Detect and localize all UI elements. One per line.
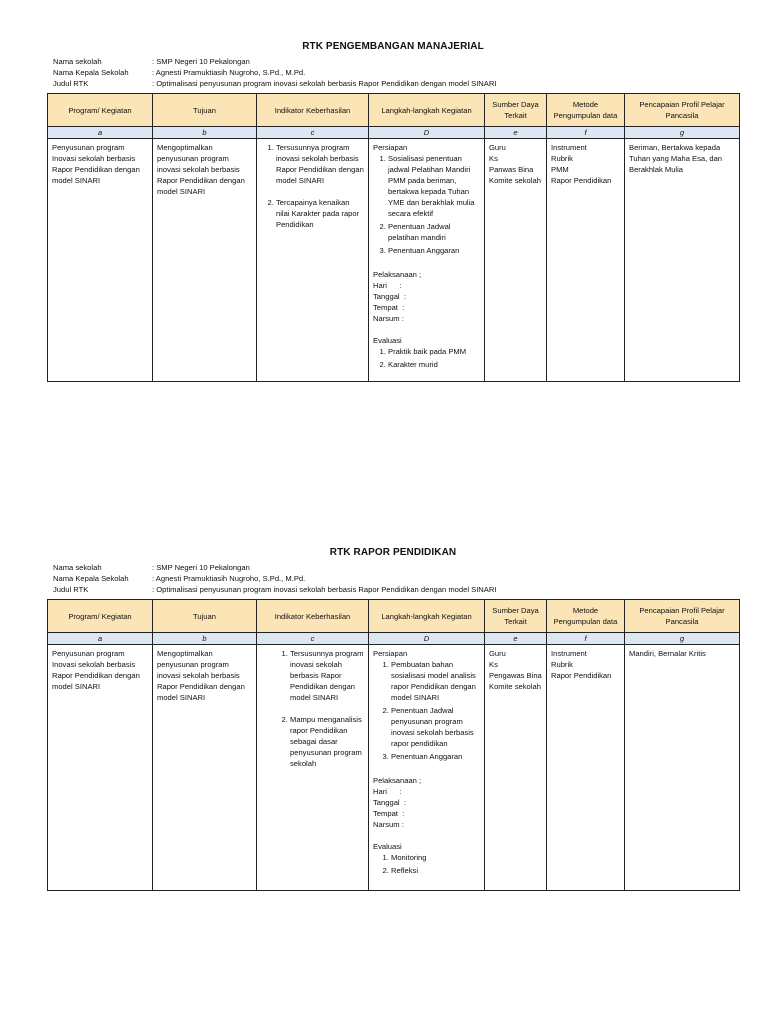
metode-cell xyxy=(547,645,625,891)
letter-cell: D xyxy=(369,127,485,139)
metode-cell xyxy=(547,139,625,382)
letter-cell: c xyxy=(257,127,369,139)
meta-label: Nama sekolah xyxy=(53,57,102,66)
header-cell: Tujuan xyxy=(153,600,257,633)
meta-value: : Agnesti Pramuktiasih Nugroho, S.Pd., M.Pd. xyxy=(152,574,306,583)
list-item: Pengawas Bina xyxy=(489,671,542,680)
table-row xyxy=(48,645,740,891)
tanggal-field: Tanggal : xyxy=(373,292,406,301)
header-cell: Program/ Kegiatan xyxy=(48,94,153,127)
rtk-table xyxy=(47,599,740,891)
list-item: Guru xyxy=(489,649,506,658)
meta-value: : Agnesti Pramuktiasih Nugroho, S.Pd., M.Pd. xyxy=(152,68,306,77)
header-cell: Langkah-langkah Kegiatan xyxy=(369,600,485,633)
meta-value: : Optimalisasi penyusunan program inovasi sekolah berbasis Rapor Pendidikan dengan model SINARI xyxy=(152,585,497,594)
letter-cell: b xyxy=(153,633,257,645)
list-item: 1. Pembuatan bahan sosialisasi model analisis rapor Pendidikan dengan model SINARI xyxy=(391,659,480,703)
header-cell: Pencapaian Profil Pelajar Pancasila xyxy=(625,600,740,633)
letter-cell: b xyxy=(153,127,257,139)
letter-cell: g xyxy=(625,127,740,139)
header-cell: Metode Pengumpulan data xyxy=(547,600,625,633)
section-title: RTK PENGEMBANGAN MANAJERIAL xyxy=(302,41,484,52)
header-cell: Indikator Keberhasilan xyxy=(257,94,369,127)
narsum-field: Narsum : xyxy=(373,314,404,323)
table-header-row xyxy=(48,94,740,127)
header-cell: Indikator Keberhasilan xyxy=(257,600,369,633)
profil-cell: Beriman, Bertakwa kepada Tuhan yang Maha Esa, dan Berakhlak Mulia xyxy=(625,139,740,382)
list-item: Rubrik xyxy=(551,660,573,669)
langkah-cell xyxy=(369,645,485,891)
list-item: 2. Karakter murid xyxy=(388,359,480,370)
list-item: Instrument xyxy=(551,649,587,658)
list-item: Ks xyxy=(489,154,498,163)
meta-value: : SMP Negeri 10 Pekalongan xyxy=(152,57,250,66)
list-item: Komite sekolah xyxy=(489,682,541,691)
list-item: 1. Praktik baik pada PMM xyxy=(388,346,480,357)
letter-cell: a xyxy=(48,127,153,139)
list-item: 1. Monitoring xyxy=(391,852,480,863)
letter-cell: f xyxy=(547,633,625,645)
program-cell: Penyusunan program Inovasi sekolah berbasis Rapor Pendidikan dengan model SINARI xyxy=(48,139,153,382)
meta-info xyxy=(47,56,739,89)
letter-cell: a xyxy=(48,633,153,645)
sumber-cell xyxy=(485,139,547,382)
meta-label: Judul RTK xyxy=(53,79,89,88)
letter-cell: D xyxy=(369,633,485,645)
list-item: 2. Tercapainya kenaikan nilai Karakter pada rapor Pendidikan xyxy=(276,197,364,230)
section-title: RTK RAPOR PENDIDIKAN xyxy=(329,547,457,558)
letter-cell: e xyxy=(485,633,547,645)
header-cell: Metode Pengumpulan data xyxy=(547,94,625,127)
list-item: Panwas Bina xyxy=(489,165,534,174)
rtk-section-manajerial xyxy=(47,41,739,382)
langkah-cell xyxy=(369,139,485,382)
header-cell: Program/ Kegiatan xyxy=(48,600,153,633)
rtk-table xyxy=(47,93,740,382)
pelaksanaan-label: Pelaksanaan ; xyxy=(373,776,422,785)
meta-label: Nama Kepala Sekolah xyxy=(53,574,129,583)
list-item: Ks xyxy=(489,660,498,669)
list-item: 2. Penentuan Jadwal penyusunan program inovasi sekolah berbasis rapor pendidikan xyxy=(391,705,480,749)
list-item: Rapor Pendidikan xyxy=(551,176,612,185)
list-item: Rubrik xyxy=(551,154,573,163)
tujuan-cell: Mengoptimalkan penyusunan program inovasi sekolah berbasis Rapor Pendidikan dengan model SINARI xyxy=(153,645,257,891)
narsum-field: Narsum : xyxy=(373,820,404,829)
persiapan-label: Persiapan xyxy=(373,649,408,658)
list-item: 1. Tersusunnya program inovasi sekolah berbasis Rapor Pendidikan dengan model SINARI xyxy=(290,648,364,703)
program-cell: Penyusunan program Inovasi sekolah berbasis Rapor Pendidikan dengan model SINARI xyxy=(48,645,153,891)
header-cell: Sumber Daya Terkait xyxy=(485,94,547,127)
list-item: 3. Penentuan Anggaran xyxy=(388,245,480,256)
table-header-row xyxy=(48,600,740,633)
profil-cell: Mandiri, Bernalar Kritis xyxy=(625,645,740,891)
evaluasi-label: Evaluasi xyxy=(373,842,402,851)
list-item: Rapor Pendidikan xyxy=(551,671,612,680)
list-item: Guru xyxy=(489,143,506,152)
indikator-cell xyxy=(257,645,369,891)
pelaksanaan-label: Pelaksanaan ; xyxy=(373,270,422,279)
letter-cell: g xyxy=(625,633,740,645)
meta-label: Judul RTK xyxy=(53,585,89,594)
persiapan-label: Persiapan xyxy=(373,143,408,152)
tanggal-field: Tanggal : xyxy=(373,798,406,807)
list-item: 3. Penentuan Anggaran xyxy=(391,751,480,762)
list-item: 2. Refleksi xyxy=(391,865,480,876)
sumber-cell xyxy=(485,645,547,891)
list-item: 1. Sosialisasi penentuan jadwal Pelatihan Mandiri PMM pada beriman, bertakwa kepada Tuhan YME dan berakhlak mulia secara efektif xyxy=(388,153,480,219)
header-cell: Sumber Daya Terkait xyxy=(485,600,547,633)
hari-field: Hari : xyxy=(373,281,402,290)
list-item: Komite sekolah xyxy=(489,176,541,185)
list-item: Instrument xyxy=(551,143,587,152)
meta-label: Nama sekolah xyxy=(53,563,102,572)
evaluasi-label: Evaluasi xyxy=(373,336,402,345)
letter-cell: c xyxy=(257,633,369,645)
tempat-field: Tempat : xyxy=(373,809,405,818)
list-item: 2. Mampu menganalisis rapor Pendidikan sebagai dasar penyusunan program sekolah xyxy=(290,714,364,769)
list-item: PMM xyxy=(551,165,569,174)
letter-cell: e xyxy=(485,127,547,139)
indikator-cell xyxy=(257,139,369,382)
rtk-section-rapor xyxy=(47,547,739,891)
header-cell: Tujuan xyxy=(153,94,257,127)
table-row xyxy=(48,139,740,382)
hari-field: Hari : xyxy=(373,787,402,796)
letter-row xyxy=(48,127,740,139)
meta-label: Nama Kepala Sekolah xyxy=(53,68,129,77)
meta-value: : Optimalisasi penyusunan program inovasi sekolah berbasis Rapor Pendidikan dengan model SINARI xyxy=(152,79,497,88)
tempat-field: Tempat : xyxy=(373,303,405,312)
letter-row xyxy=(48,633,740,645)
list-item: 2. Penentuan Jadwal pelatihan mandiri xyxy=(388,221,480,243)
list-item: 1. Tersusunnya program inovasi sekolah berbasis Rapor Pendidikan dengan model SINARI xyxy=(276,142,364,186)
header-cell: Pencapaian Profil Pelajar Pancasila xyxy=(625,94,740,127)
header-cell: Langkah-langkah Kegiatan xyxy=(369,94,485,127)
meta-info xyxy=(47,562,739,595)
letter-cell: f xyxy=(547,127,625,139)
meta-value: : SMP Negeri 10 Pekalongan xyxy=(152,563,250,572)
tujuan-cell: Mengoptimalkan penyusunan program inovasi sekolah berbasis Rapor Pendidikan dengan model SINARI xyxy=(153,139,257,382)
